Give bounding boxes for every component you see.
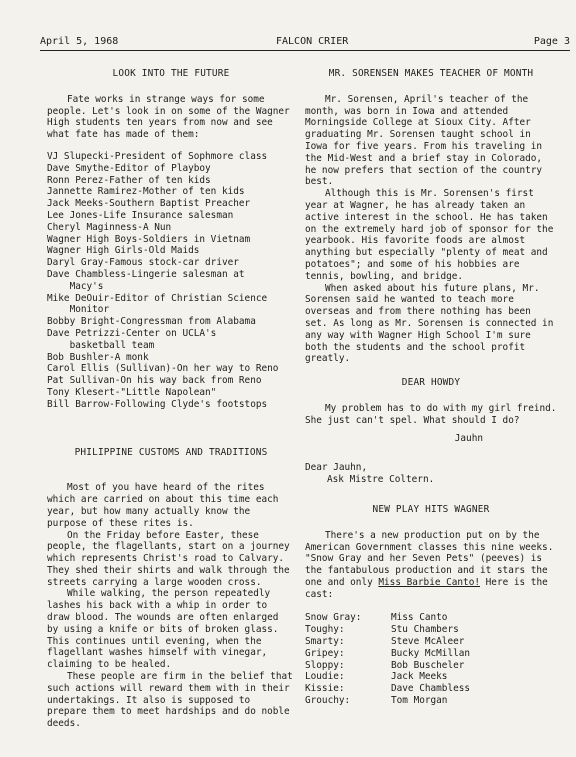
future-list-item: Tony Klesert-"Little Napolean" <box>47 386 217 398</box>
cast-row <box>305 683 557 695</box>
future-intro: Fate works in strange ways for some people. Let's look in on some of the Wagner High students ten years from now and see what fate has made of them: <box>47 93 296 141</box>
howdy-signature: Jauhn <box>454 432 483 444</box>
future-list-item: VJ Slupecki-President of Sophmore class <box>47 150 268 162</box>
play-heading: NEW PLAY HITS WAGNER <box>372 503 490 515</box>
future-list-item: Bob Bushler-A monk <box>47 351 149 363</box>
play-star: Miss Barbie Canto! <box>378 576 480 588</box>
cast-actor: Bob Buscheler <box>391 659 465 671</box>
cast-actor: Tom Morgan <box>391 695 448 707</box>
howdy-reply-body: Ask Mistre Coltern. <box>327 474 435 486</box>
cast-row <box>305 612 557 624</box>
header-rule <box>40 50 570 51</box>
future-list-item: Jack Meeks-Southern Baptist Preacher <box>47 198 251 210</box>
future-list-item: Monitor <box>47 304 110 316</box>
left-column <box>47 58 299 730</box>
cast-role: Loudie: <box>305 671 345 683</box>
newspaper-title: FALCON CRIER <box>276 36 349 47</box>
cast-role: Gripey: <box>305 647 345 659</box>
cast-actor: Stu Chambers <box>391 624 459 636</box>
philippine-paragraph-1: Most of you have heard of the rites which are carried on about this time each year, but how many actually know the purpose of these rites is. <box>47 482 285 529</box>
play-intro <box>305 529 560 601</box>
philippine-paragraph-2: On the Friday before Easter, these people, the flagellants, start on a journey which represents Christ's road to Calvary. They shed their shirts and walk through the streets carrying a large wooden cross. <box>47 529 296 588</box>
future-heading: LOOK INTO THE FUTURE <box>112 68 230 79</box>
cast-row <box>305 636 557 648</box>
howdy-reply-greeting: Dear Jauhn, <box>305 462 368 474</box>
cast-actor: Jack Meeks <box>391 671 448 683</box>
sorensen-heading: MR. SORENSEN MAKES TEACHER OF MONTH <box>328 68 534 79</box>
future-list-item: Lee Jones-Life Insurance salesman <box>47 209 234 221</box>
future-list-item: basketball team <box>47 339 155 351</box>
cast-actor: Dave Chambless <box>391 683 471 695</box>
page-number: Page 3 <box>533 36 570 47</box>
cast-actor: Steve McAleer <box>391 636 465 648</box>
sorensen-paragraph-3: When asked about his future plans, Mr. Sorensen said he wanted to teach more overseas and from there nothing has been set. As long as Mr. Sorensen is connected in any way with Wagner High School I'm sure both the students and the school profit greatly. <box>305 282 560 365</box>
philippine-paragraph-4: These people are firm in the belief that such actions will reward them with in their undertakings. It also is supposed to prepare them to meet hardships and do noble deeds. <box>47 671 299 730</box>
future-list-item: Pat Sullivan-On his way back from Reno <box>47 375 262 387</box>
future-list-item: Bobby Bright-Congressman from Alabama <box>47 316 256 328</box>
philippine-paragraph-3: While walking, the person repeatedly lashes his back with a whip in order to draw blood. The wounds are often enlarged by using a knife or bits of broken glass. This continues until evening, when the flagellant washes himself with vinegar, claiming to be healed. <box>47 588 285 671</box>
issue-date: April 5, 1968 <box>40 36 119 47</box>
cast-role: Snow Gray: <box>305 612 362 624</box>
future-list-item: Wagner High Boys-Soldiers in Vietnam <box>47 233 251 245</box>
future-list-item: Mike DeOuir-Editor of Christian Science <box>47 292 268 304</box>
future-list-item: Dave Chambless-Lingerie salesman at <box>47 268 245 280</box>
future-list-item: Bill Barrow-Following Clyde's footstops <box>47 398 268 410</box>
sorensen-paragraph-1: Mr. Sorensen, April's teacher of the month, was born in Iowa and attended Morningside College at Sioux City. After graduating Mr. Sorensen taught school in Iowa for five years. From his traveling in the Mid-West and a brief stay in Colorado, he now prefers that section of the country best. <box>305 93 548 188</box>
cast-row <box>305 660 557 672</box>
future-list-item: Wagner High Girls-Old Maids <box>47 245 200 257</box>
cast-role: Smarty: <box>305 636 345 648</box>
future-list-item: Macy's <box>47 280 104 292</box>
play-intro-text: There's a new production put on by the American Government classes this nine weeks. "Snow Gray and her Seven Pets" (peeves) is the fantabulous production and it stars the one and only <box>305 529 560 588</box>
sorensen-paragraph-2: Although this is Mr. Sorensen's first year at Wagner, he has already taken an active interest in the school. He has taken on the extremely hard job of sponsor for the yearbook. His favorite foods are almost anything but especially "plenty of meat and potatoes"; and some of his hobbies are tennis, bowling, and bridge. <box>305 188 560 282</box>
future-list-item: Cheryl Maginness-A Nun <box>47 221 172 233</box>
cast-row <box>305 671 557 683</box>
cast-role: Kissie: <box>305 683 345 695</box>
cast-role: Toughy: <box>305 624 345 636</box>
right-column <box>305 58 563 707</box>
cast-list <box>305 612 557 706</box>
philippine-heading: PHILIPPINE CUSTOMS AND TRADITIONS <box>74 446 268 458</box>
future-list-item: Carol Ellis (Sullivan)-On her way to Reno <box>47 363 279 375</box>
cast-role: Grouchy: <box>305 695 351 707</box>
future-list-item: Daryl Gray-Famous stock-car driver <box>47 257 239 269</box>
cast-actor: Bucky McMillan <box>391 647 471 659</box>
future-list-item: Jannette Ramirez-Mother of ten kids <box>47 186 245 198</box>
future-list-item: Dave Petrizzi-Center on UCLA's <box>47 327 217 339</box>
howdy-letter: My problem has to do with my girl freind. She just can't spel. What should I do? <box>305 402 563 426</box>
future-list-item: Dave Smythe-Editor of Playboy <box>47 162 211 174</box>
cast-row <box>305 648 557 660</box>
play-intro-end: Here is the cast: <box>305 576 554 600</box>
cast-actor: Miss Canto <box>391 612 448 624</box>
cast-role: Sloppy: <box>305 659 345 671</box>
howdy-heading: DEAR HOWDY <box>401 377 461 389</box>
future-list <box>47 151 295 411</box>
future-list-item: Ronn Perez-Father of ten kids <box>47 174 211 186</box>
cast-row <box>305 624 557 636</box>
cast-row <box>305 695 557 707</box>
